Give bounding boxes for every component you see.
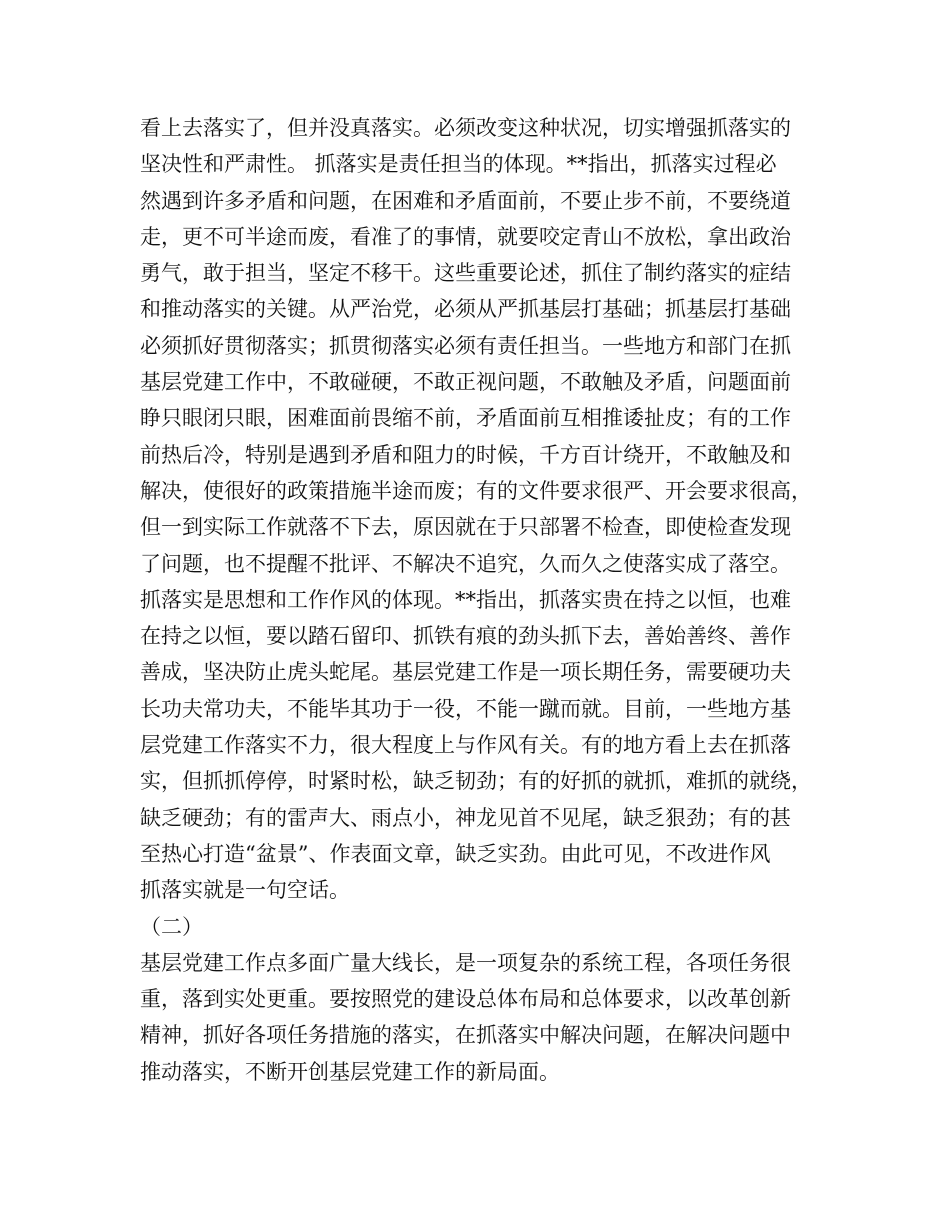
text-line: 实，但抓抓停停，时紧时松，缺乏韧劲；有的好抓的就抓，难抓的就绕， <box>140 769 812 794</box>
text-line: 必须抓好贯彻落实；抓贯彻落实必须有责任担当。一些地方和部门在抓 <box>140 333 791 358</box>
text-line: 了问题，也不提醒不批评、不解决不追究，久而久之使落实成了落空。 <box>140 551 791 576</box>
body-text <box>140 110 820 1090</box>
text-line: 抓落实是思想和工作作风的体现。**指出，抓落实贵在持之以恒，也难 <box>140 587 791 612</box>
text-line: 至热心打造“盆景”、作表面文章，缺乏实劲。由此可见，不改进作风 <box>140 841 771 866</box>
text-line: 然遇到许多矛盾和问题，在困难和矛盾面前，不要止步不前，不要绕道 <box>140 188 791 213</box>
text-line: 基层党建工作点多面广量大线长，是一项复杂的系统工程，各项任务很 <box>140 950 791 975</box>
text-line: 推动落实，不断开创基层党建工作的新局面。 <box>140 1059 560 1084</box>
text-line: 缺乏硬劲；有的雷声大、雨点小，神龙见首不见尾，缺乏狠劲；有的甚 <box>140 805 791 830</box>
text-line: 坚决性和严肃性。 抓落实是责任担当的体现。**指出，抓落实过程必 <box>140 152 777 177</box>
text-line: 善成，坚决防止虎头蛇尾。基层党建工作是一项长期任务，需要硬功夫 <box>140 660 791 685</box>
text-line: 走，更不可半途而废，看准了的事情，就要咬定青山不放松，拿出政治 <box>140 224 791 249</box>
text-line: 前热后冷，特别是遇到矛盾和阻力的时候，千方百计绕开，不敢触及和 <box>140 442 791 467</box>
text-line: 重，落到实处更重。要按照党的建设总体布局和总体要求，以改革创新 <box>140 987 791 1012</box>
text-line: 但一到实际工作就落不下去，原因就在于只部署不检查，即使检查发现 <box>140 515 791 540</box>
text-line: 层党建工作落实不力，很大程度上与作风有关。有的地方看上去在抓落 <box>140 733 791 758</box>
text-line: 解决，使很好的政策措施半途而废；有的文件要求很严、开会要求很高， <box>140 478 812 503</box>
text-line: 基层党建工作中，不敢碰硬，不敢正视问题，不敢触及矛盾，问题面前 <box>140 370 791 395</box>
text-line: 看上去落实了，但并没真落实。必须改变这种状况，切实增强抓落实的 <box>140 116 791 140</box>
section-heading: （二） <box>140 914 203 939</box>
text-line: 在持之以恒，要以踏石留印、抓铁有痕的劲头抓下去，善始善终、善作 <box>140 624 791 649</box>
text-line: 睁只眼闭只眼，困难面前畏缩不前，矛盾面前互相推诿扯皮；有的工作 <box>140 406 791 431</box>
text-line: 精神，抓好各项任务措施的落实，在抓落实中解决问题，在解决问题中 <box>140 1023 791 1048</box>
text-line: 和推动落实的关键。从严治党，必须从严抓基层打基础；抓基层打基础 <box>140 297 791 322</box>
text-line: 长功夫常功夫，不能毕其功于一役，不能一蹴而就。目前，一些地方基 <box>140 696 791 721</box>
text-line: 抓落实就是一句空话。 <box>140 878 350 903</box>
text-line: 勇气，敢于担当，坚定不移干。这些重要论述，抓住了制约落实的症结 <box>140 261 791 286</box>
